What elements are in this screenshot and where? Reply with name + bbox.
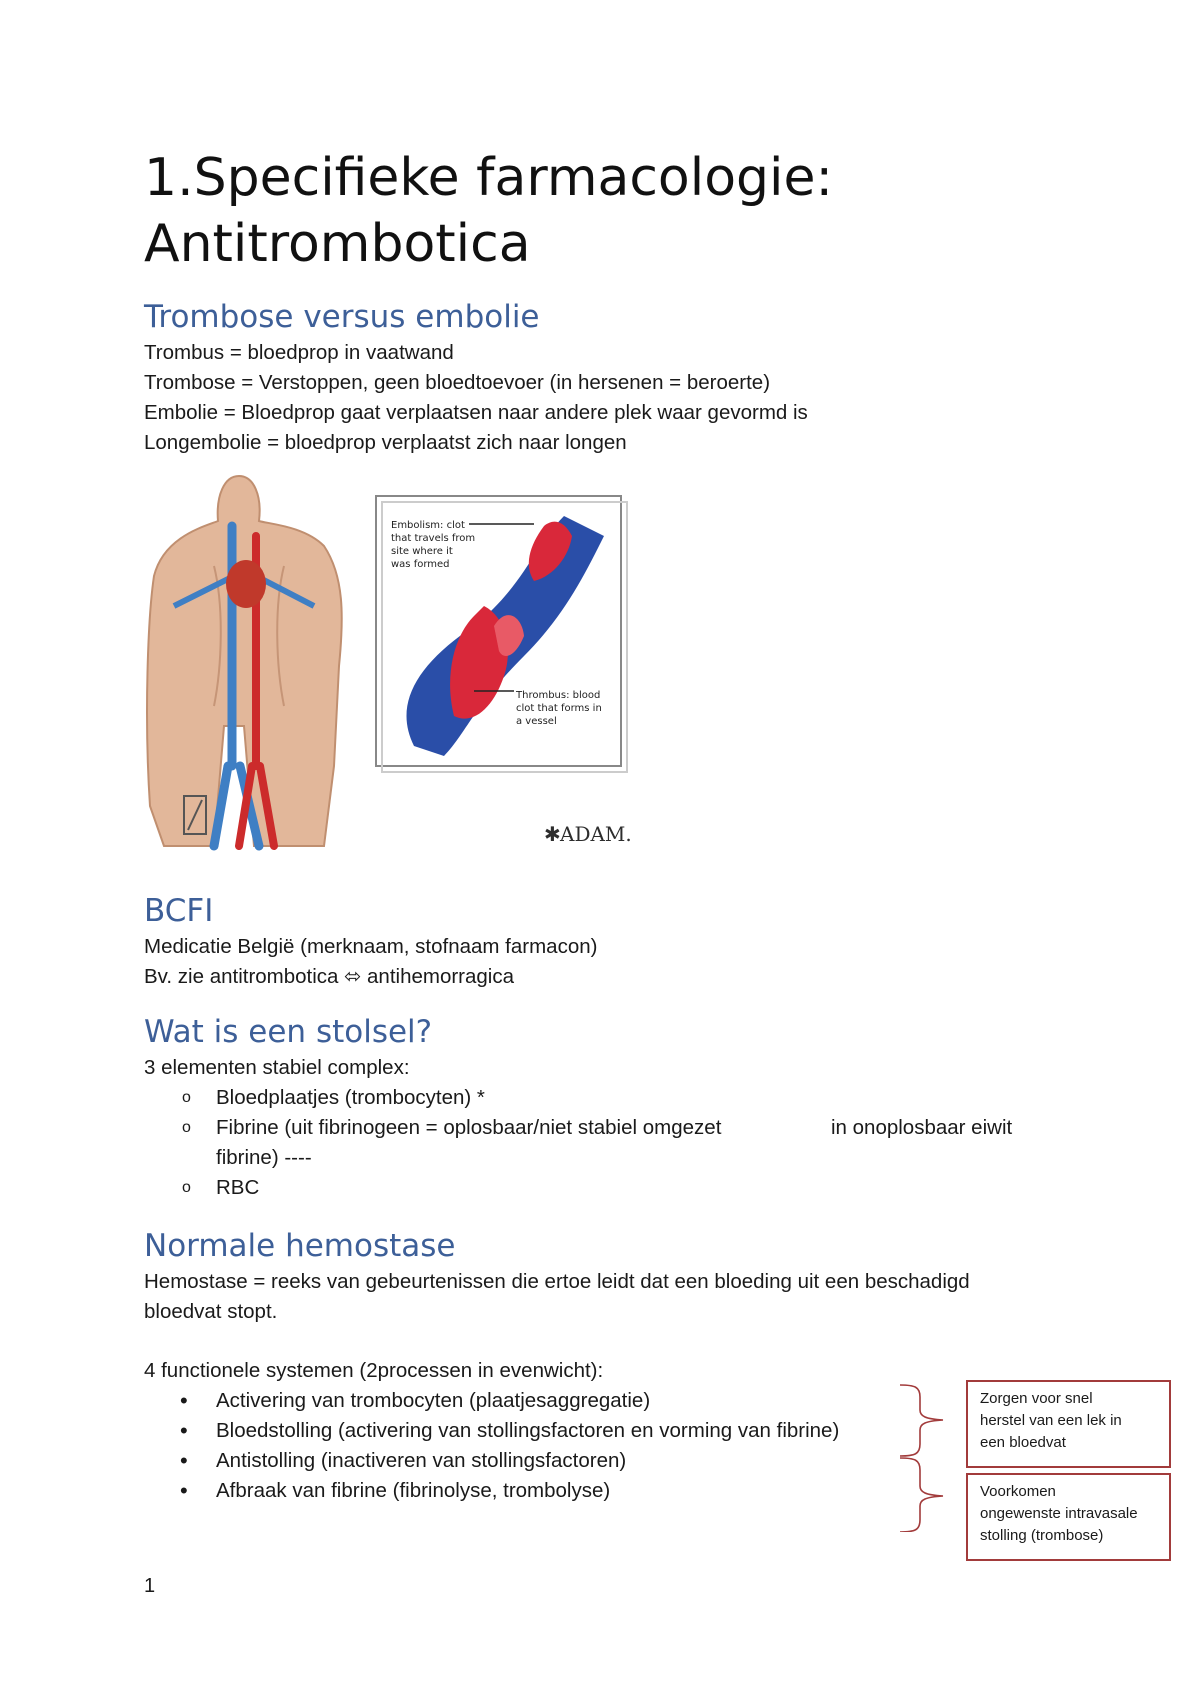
bullet-marker: •: [180, 1478, 188, 1503]
note-line: een bloedvat: [980, 1434, 1066, 1451]
text-line: bloedvat stopt.: [144, 1300, 278, 1323]
heading-stolsel: Wat is een stolsel?: [144, 1014, 433, 1050]
brace-connectors: [895, 1382, 965, 1532]
list-item: [144, 1113, 1044, 1173]
trombose-text: [144, 338, 808, 458]
embolism-label-3: site where it: [391, 546, 453, 557]
heading-trombose: Trombose versus embolie: [144, 299, 540, 335]
list-item-continuation: fibrine) ----: [216, 1146, 312, 1169]
stolsel-intro: 3 elementen stabiel complex:: [144, 1056, 410, 1079]
thrombus-label-3: a vessel: [516, 716, 557, 727]
page-title: 1.Specifieke farmacologie: Antitrombotica: [144, 148, 833, 274]
svg-text:✱: ✱: [544, 822, 561, 846]
embolism-label-1: Embolism: clot: [391, 520, 465, 531]
hemostase-definition: [144, 1267, 970, 1327]
list-item-text: Fibrine (uit fibrinogeen = oplosbaar/niet stabiel omgezet: [216, 1116, 722, 1139]
note-box-trombose: [966, 1473, 1171, 1561]
bcfi-text: [144, 932, 597, 992]
list-item: [144, 1386, 839, 1416]
note-line: Zorgen voor snel: [980, 1390, 1093, 1407]
note-line: ongewenste intravasale: [980, 1505, 1138, 1522]
note-line: Voorkomen: [980, 1483, 1056, 1500]
text-line: Medicatie België (merknaam, stofnaam farmacon): [144, 935, 598, 958]
note-line: stolling (trombose): [980, 1527, 1104, 1544]
bullet-marker: •: [180, 1418, 188, 1443]
list-item-text: Bloedstolling (activering van stollingsfactoren en vorming van fibrine): [216, 1419, 840, 1442]
illustration-svg: [144, 466, 864, 851]
human-body-figure: [147, 476, 342, 846]
list-marker: o: [182, 1089, 191, 1106]
systems-list: [144, 1386, 839, 1506]
list-marker: o: [182, 1119, 191, 1136]
text-line: Bv. zie antitrombotica ⬄ antihemorragica: [144, 965, 515, 988]
heading-bcfi: BCFI: [144, 893, 214, 929]
note-line: herstel van een lek in: [980, 1412, 1122, 1429]
list-item: [144, 1416, 839, 1446]
thrombosis-illustration: [144, 466, 864, 851]
thrombus-label-2: clot that forms in: [516, 703, 602, 714]
bullet-marker: •: [180, 1388, 188, 1413]
list-item-text: Bloedplaatjes (trombocyten) *: [216, 1086, 485, 1109]
list-item-text: Afbraak van fibrine (fibrinolyse, trombolyse): [216, 1479, 611, 1502]
list-item-tail: in onoplosbaar eiwit: [831, 1116, 1013, 1139]
adam-logo: [544, 822, 632, 846]
text-line: Longembolie = bloedprop verplaatst zich naar longen: [144, 431, 627, 454]
list-item: [144, 1476, 839, 1506]
list-item: [144, 1446, 839, 1476]
text-line: Embolie = Bloedprop gaat verplaatsen naar andere plek waar gevormd is: [144, 401, 808, 424]
list-item: [144, 1173, 1044, 1203]
text-line: Hemostase = reeks van gebeurtenissen die ertoe leidt dat een bloeding uit een beschadigd: [144, 1270, 970, 1293]
text-line: Trombose = Verstoppen, geen bloedtoevoer (in hersenen = beroerte): [144, 371, 771, 394]
page-number: 1: [144, 1575, 156, 1597]
embolism-label-2: that travels from: [391, 533, 476, 544]
text-line: Trombus = bloedprop in vaatwand: [144, 341, 454, 364]
heading-hemostase: Normale hemostase: [144, 1228, 456, 1264]
thrombus-label-1: Thrombus: blood: [516, 690, 601, 701]
embolism-label-4: was formed: [391, 559, 450, 570]
note-box-herstel: [966, 1380, 1171, 1468]
bullet-marker: •: [180, 1448, 188, 1473]
list-item: [144, 1083, 1044, 1113]
list-item-text: Antistolling (inactiveren van stollingsfactoren): [216, 1449, 627, 1472]
systems-intro: 4 functionele systemen (2processen in evenwicht):: [144, 1359, 604, 1382]
list-marker: o: [182, 1179, 191, 1196]
list-item-text: RBC: [216, 1176, 260, 1199]
list-item-text: Activering van trombocyten (plaatjesaggregatie): [216, 1389, 651, 1412]
stolsel-list: [144, 1083, 1044, 1203]
logo-text: ADAM.: [560, 822, 632, 846]
